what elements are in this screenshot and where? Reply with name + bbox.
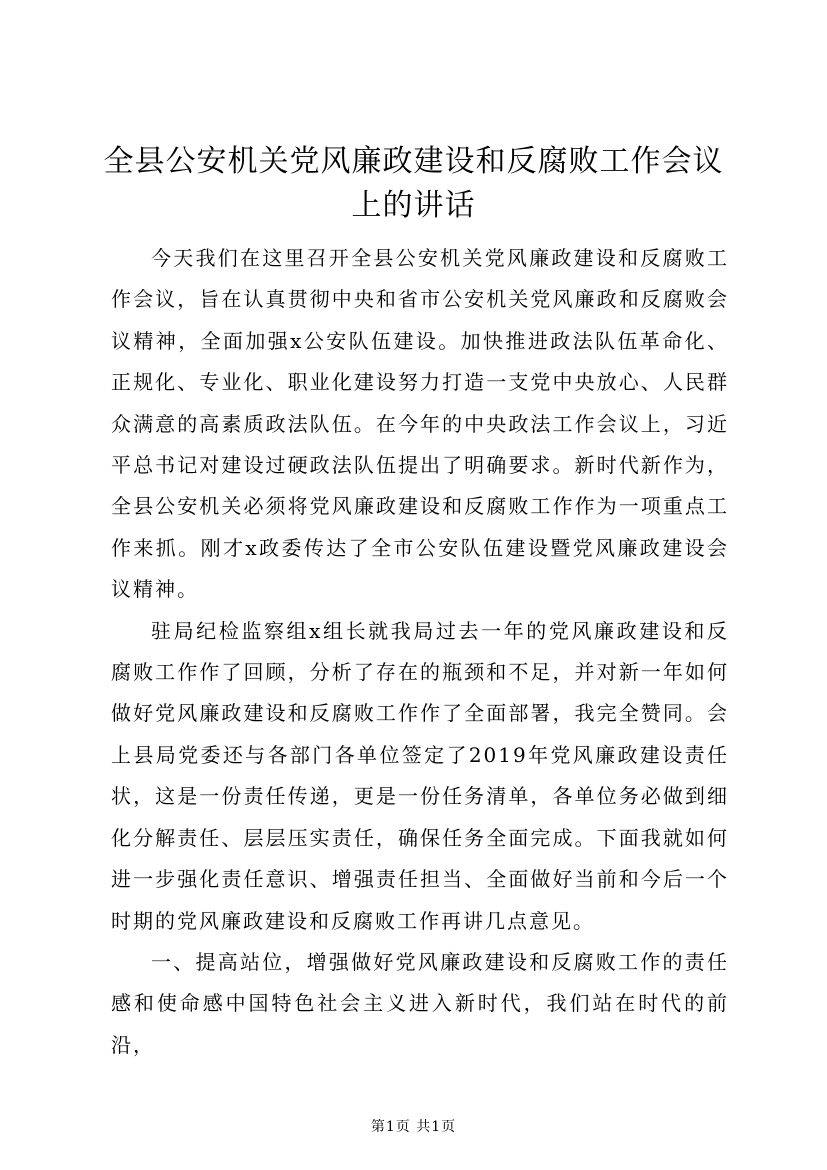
document-title: 全县公安机关党风廉政建设和反腐败工作会议上的讲话 [103,144,724,223]
page-footer: 第1页 共1页 [370,1119,457,1135]
paragraph-3: 一、提高站位，增强做好党风廉政建设和反腐败工作的责任感和使命感中国特色社会主义进入新时代，我们站在时代的前沿， [111,949,729,1057]
paragraph-2: 驻局纪检监察组x组长就我局过去一年的党风廉政建设和反腐败工作作了回顾，分析了存在的瓶颈和不足，并对新一年如何做好党风廉政建设和反腐败工作作了全面部署，我完全赞同。会上县局党委还与各部门各单位签定了2019年党风廉政建设责任状，这是一份责任传递，更是一份任务清单，各单位务必做到细化分解责任、层层压实责任，确保任务全面完成。下面我就如何进一步强化责任意识、增强责任担当、全面做好当前和今后一个时期的党风廉政建设和反腐败工作再讲几点意见。 [111,618,729,933]
paragraph-1: 今天我们在这里召开全县公安机关党风廉政建设和反腐败工作会议，旨在认真贯彻中央和省市公安机关党风廉政和反腐败会议精神，全面加强x公安队伍建设。加快推进政法队伍革命化、正规化、专业化、职业化建设努力打造一支党中央放心、人民群众满意的高素质政法队伍。在今年的中央政法工作会议上，习近平总书记对建设过硬政法队伍提出了明确要求。新时代新作为，全县公安机关必须将党风廉政建设和反腐败工作作为一项重点工作来抓。刚才x政委传达了全市公安队伍建设暨党风廉政建设会议精神。 [111,246,729,602]
document-body [111,238,729,1066]
